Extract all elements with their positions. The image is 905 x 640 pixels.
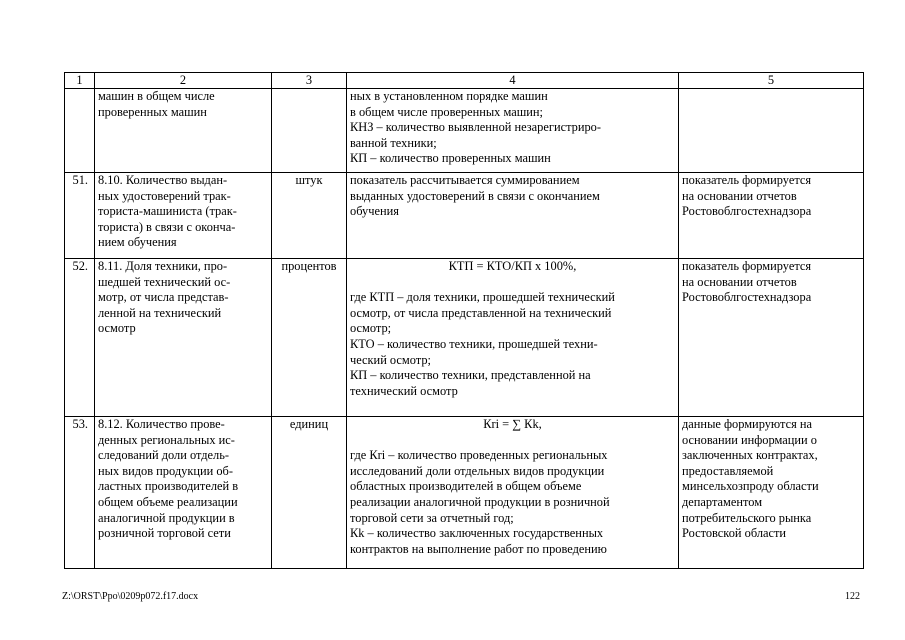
calculation-method-line: КТО – количество техники, прошедшей техни- xyxy=(350,336,598,351)
indicator-name-line: ных удостоверений трак- xyxy=(98,188,231,203)
indicator-name-line: общем объеме реализации xyxy=(98,494,238,509)
calculation-method-line: технический осмотр xyxy=(350,383,458,398)
indicator-name-line: ных видов продукции об- xyxy=(98,463,233,478)
row-number-cell xyxy=(65,89,95,173)
indicator-name-line: ториста) в связи с оконча- xyxy=(98,219,236,234)
indicator-name-line: мотр, от числа представ- xyxy=(98,290,229,305)
unit-cell xyxy=(272,259,347,417)
calculation-method-line: показатель рассчитывается суммированием xyxy=(350,173,580,187)
indicator-name-line: ластных производителей в xyxy=(98,479,239,494)
calculation-method-line: КП – количество проверенных машин xyxy=(350,151,551,166)
header-cell: 3 xyxy=(272,73,347,89)
calculation-method-line: исследований доли отдельных видов продукции xyxy=(350,463,605,478)
header-cell: 4 xyxy=(347,73,679,89)
indicator-name-line: денных региональных ис- xyxy=(98,432,235,447)
indicator-name-line: проверенных машин xyxy=(98,104,207,119)
calculation-method-line: осмотр; xyxy=(350,321,392,336)
data-source-cell xyxy=(679,173,864,259)
indicator-name-cell xyxy=(95,173,272,259)
formula: Кri = ∑ Кk, xyxy=(483,417,542,431)
unit-cell xyxy=(272,89,347,173)
data-source-line: заключенных контрактах, xyxy=(682,448,818,463)
unit-label: процентов xyxy=(281,259,337,273)
calculation-method-line: торговой сети за отчетный год; xyxy=(350,510,514,525)
indicator-name-line: нием обучения xyxy=(98,235,177,250)
row-number: 53. xyxy=(72,417,88,431)
indicator-name-line: аналогичной продукции в xyxy=(98,510,235,525)
data-source-line: потребительского рынка xyxy=(682,510,812,525)
row-number: 51. xyxy=(72,173,88,187)
calculation-method-cell xyxy=(347,89,679,173)
calculation-method-cell xyxy=(347,259,679,417)
table-header-row xyxy=(65,73,864,89)
indicator-name-cell xyxy=(95,259,272,417)
calculation-method-line: контрактов на выполнение работ по проведению xyxy=(350,541,607,556)
row-number-cell xyxy=(65,417,95,569)
calculation-method-line: обучения xyxy=(350,204,399,219)
indicator-name-line: осмотр xyxy=(98,321,136,336)
data-source-line: Ростовской области xyxy=(682,526,787,541)
calculation-method-line: КП – количество техники, представленной на xyxy=(350,368,591,383)
indicator-name-line: машин в общем числе xyxy=(98,89,215,103)
header-cell: 5 xyxy=(679,73,864,89)
calculation-method-line: реализации аналогичной продукции в розничной xyxy=(350,494,610,509)
indicator-name-line: 8.12. Количество прове- xyxy=(98,417,225,431)
table-row xyxy=(65,89,864,173)
data-source-line: Ростовоблгостехнадзора xyxy=(682,290,812,305)
data-source-line: данные формируются на xyxy=(682,417,813,431)
indicator-name-line: следований доли отдель- xyxy=(98,448,229,463)
indicator-name-line: ленной на технический xyxy=(98,305,222,320)
calculation-method-line: КНЗ – количество выявленной незарегистриро- xyxy=(350,120,601,135)
indicator-name-cell xyxy=(95,89,272,173)
indicator-name-line: ториста-машиниста (трак- xyxy=(98,204,237,219)
row-number-cell xyxy=(65,173,95,259)
unit-cell xyxy=(272,417,347,569)
data-source-line: на основании отчетов xyxy=(682,274,797,289)
calculation-method-cell xyxy=(347,173,679,259)
data-source-line: Ростовоблгостехнадзора xyxy=(682,204,812,219)
unit-label: единиц xyxy=(289,417,329,431)
data-source-cell xyxy=(679,417,864,569)
data-source-line: показатель формируется xyxy=(682,259,812,273)
data-source-cell xyxy=(679,89,864,173)
indicator-name-line: 8.11. Доля техники, про- xyxy=(98,259,228,273)
data-source-line: показатель формируется xyxy=(682,173,812,187)
calculation-method-line: ных в установленном порядке машин xyxy=(350,89,548,103)
indicator-name-line: розничной торговой сети xyxy=(98,526,231,541)
spacer xyxy=(350,275,675,291)
calculation-method-line: ванной техники; xyxy=(350,135,437,150)
calculation-method-line: ческий осмотр; xyxy=(350,352,431,367)
spacer xyxy=(350,433,675,449)
footer-file-path: Z:\ORST\Ppo\0209p072.f17.docx xyxy=(62,591,199,602)
calculation-method-line: областных производителей в общем объеме xyxy=(350,479,582,494)
table-row xyxy=(65,173,864,259)
calculation-method-line: в общем числе проверенных машин; xyxy=(350,104,543,119)
calculation-method-cell xyxy=(347,417,679,569)
header-cell: 1 xyxy=(65,73,95,89)
calculation-method-line: где Кri – количество проведенных региональных xyxy=(350,448,608,463)
unit-label: штук xyxy=(295,173,323,187)
table-row xyxy=(65,259,864,417)
data-source-line: на основании отчетов xyxy=(682,188,797,203)
unit-cell xyxy=(272,173,347,259)
data-source-line: предоставляемой xyxy=(682,463,774,478)
indicator-name-line: 8.10. Количество выдан- xyxy=(98,173,228,187)
formula: КТП = КТО/КП х 100%, xyxy=(448,259,577,273)
indicators-table xyxy=(64,72,864,569)
row-number-cell xyxy=(65,259,95,417)
row-number: 52. xyxy=(72,259,88,273)
data-source-line: минсельхозпроду области xyxy=(682,479,819,494)
header-cell: 2 xyxy=(95,73,272,89)
indicator-name-cell xyxy=(95,417,272,569)
data-source-line: департаментом xyxy=(682,494,763,509)
calculation-method-line: Кk – количество заключенных государственных xyxy=(350,526,604,541)
calculation-method-line: осмотр, от числа представленной на технический xyxy=(350,305,612,320)
indicator-name-line: шедшей технический ос- xyxy=(98,274,231,289)
data-source-cell xyxy=(679,259,864,417)
data-source-line: основании информации о xyxy=(682,432,817,447)
table-row xyxy=(65,417,864,569)
footer-page-number: 122 xyxy=(845,591,860,602)
calculation-method-line: где КТП – доля техники, прошедшей технический xyxy=(350,290,615,305)
calculation-method-line: выданных удостоверений в связи с окончанием xyxy=(350,188,600,203)
